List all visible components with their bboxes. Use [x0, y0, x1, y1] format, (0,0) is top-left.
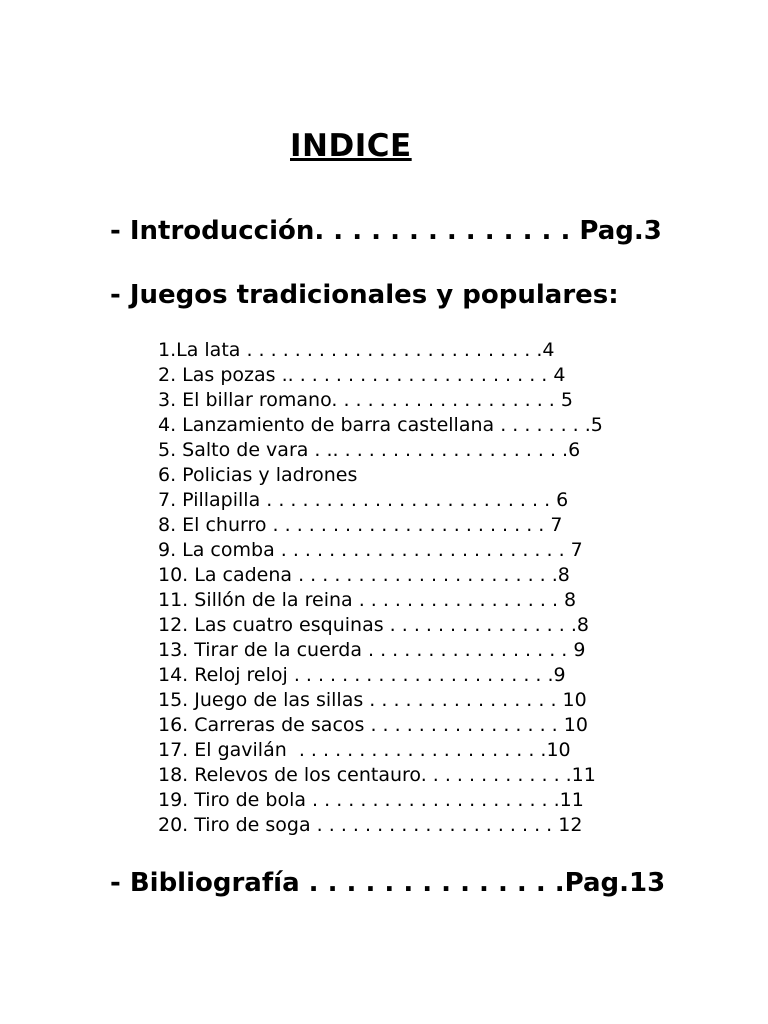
toc-entry: 18. Relevos de los centauro. . . . . . . . . . . . .11	[158, 764, 596, 786]
toc-entry: 14. Reloj reloj . . . . . . . . . . . . . . . . . . . . . .9	[158, 664, 566, 686]
toc-entry-introduccion: - Introducción. . . . . . . . . . . . . . Pag.3	[110, 216, 662, 246]
toc-entry: 3. El billar romano. . . . . . . . . . . . . . . . . . . 5	[158, 389, 573, 411]
toc-entry: 1.La lata . . . . . . . . . . . . . . . . . . . . . . . . .4	[158, 339, 555, 361]
toc-entry: 11. Sillón de la reina . . . . . . . . . . . . . . . . . 8	[158, 589, 577, 611]
toc-entry: 9. La comba . . . . . . . . . . . . . . . . . . . . . . . . 7	[158, 539, 583, 561]
toc-entry: 16. Carreras de sacos . . . . . . . . . . . . . . . . 10	[158, 714, 588, 736]
toc-entry: 4. Lanzamiento de barra castellana . . . . . . . .5	[158, 414, 603, 436]
toc-entry: 10. La cadena . . . . . . . . . . . . . . . . . . . . . .8	[158, 564, 570, 586]
toc-entry: 12. Las cuatro esquinas . . . . . . . . . . . . . . . .8	[158, 614, 589, 636]
toc-entry-bibliografia: - Bibliografía . . . . . . . . . . . . . .Pag.13	[110, 868, 666, 898]
page-title: INDICE	[290, 128, 412, 164]
toc-entry: 5. Salto de vara . .. . . . . . . . . . . . . . . . . . . .6	[158, 439, 581, 461]
toc-entry: 8. El churro . . . . . . . . . . . . . . . . . . . . . . . 7	[158, 514, 563, 536]
toc-entry: 7. Pillapilla . . . . . . . . . . . . . . . . . . . . . . . . 6	[158, 489, 569, 511]
toc-entry: 6. Policias y ladrones	[158, 464, 358, 486]
toc-entry: 13. Tirar de la cuerda . . . . . . . . . . . . . . . . . 9	[158, 639, 586, 661]
toc-entry: 17. El gavilán . . . . . . . . . . . . . . . . . . . . .10	[158, 739, 571, 761]
toc-entry: 20. Tiro de soga . . . . . . . . . . . . . . . . . . . . 12	[158, 814, 583, 836]
games-list	[158, 338, 603, 838]
section-heading-juegos: - Juegos tradicionales y populares:	[110, 280, 619, 310]
toc-entry: 15. Juego de las sillas . . . . . . . . . . . . . . . . 10	[158, 689, 587, 711]
toc-entry: 2. Las pozas .. . . . . . . . . . . . . . . . . . . . . . 4	[158, 364, 566, 386]
toc-entry: 19. Tiro de bola . . . . . . . . . . . . . . . . . . . . .11	[158, 789, 584, 811]
